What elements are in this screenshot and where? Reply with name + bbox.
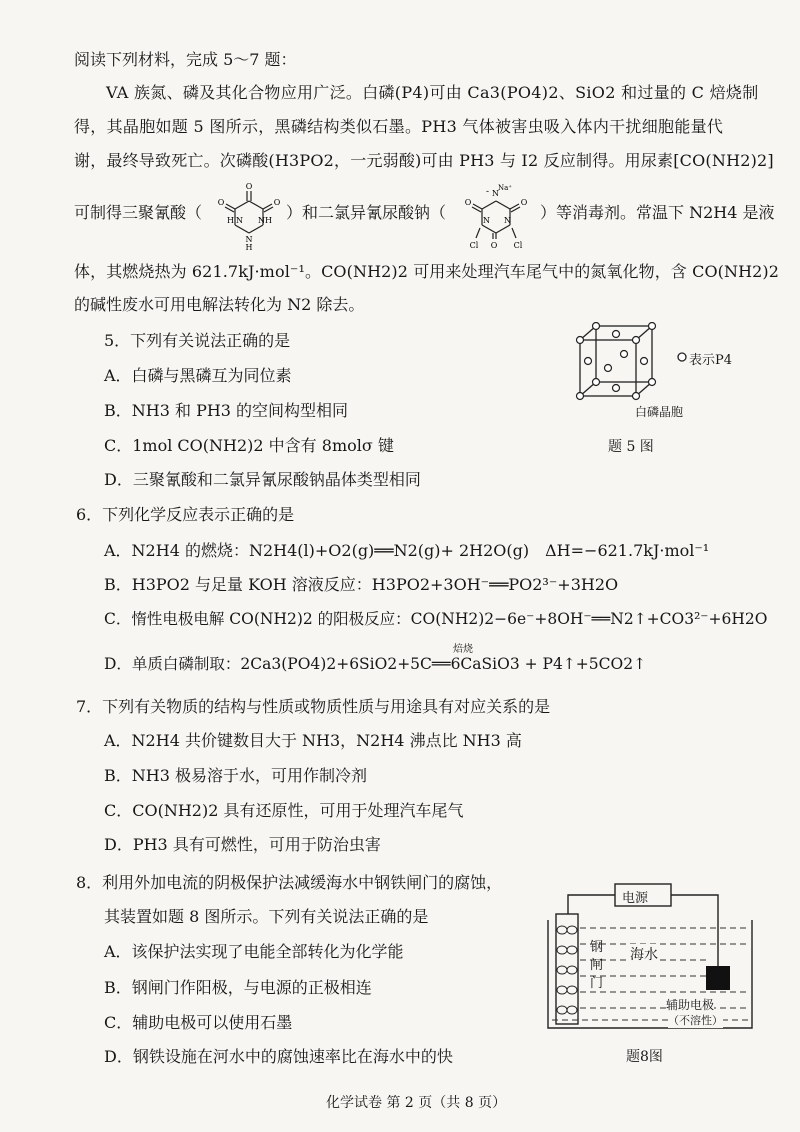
mol1-n-bottom: N: [245, 235, 253, 244]
q5-stem: 5．下列有关说法正确的是: [104, 331, 291, 350]
q8-stem-line-1: 8．利用外加电流的阴极保护法减缓海水中钢铁闸门的腐蚀，: [76, 873, 503, 892]
q6-option-d: D．单质白磷制取：2Ca3(PO4)2+6SiO2+5C══6CaSiO3 + P4↑+5CO2↑: [104, 655, 647, 673]
aux-electrode-label: 辅助电极: [666, 998, 715, 1012]
passage-line-6: 的碱性废水可用电解法转化为 N2 除去。: [74, 295, 365, 314]
q7-option-c: C．CO(NH2)2 具有还原性，可用于处理汽车尾气: [104, 801, 464, 820]
q6-option-b: B．H3PO2 与足量 KOH 溶液反应：H3PO2+3OH⁻══PO2³⁻+3H2O: [104, 575, 619, 594]
reading-header: 阅读下列材料，完成 5～7 题：: [74, 50, 297, 69]
q8-option-c: C．辅助电极可以使用石墨: [104, 1013, 293, 1032]
passage-line-3: 谢，最终导致死亡。次磷酸(H3PO2，一元弱酸)可由 PH3 与 I2 反应制得。用尿素[CO(NH2)2]: [74, 151, 774, 170]
mol2-na: Na⁺: [498, 184, 512, 192]
auxiliary-electrode: [706, 966, 730, 990]
mol2-n-right: N: [504, 216, 511, 225]
passage-line-4c: ）等消毒剂。常温下 N2H4 是液: [540, 203, 775, 222]
mol2-o-bottom: O: [490, 241, 498, 250]
q6-stem: 6．下列化学反应表示正确的是: [76, 505, 295, 524]
q8-option-d: D．钢铁设施在河水中的腐蚀速率比在海水中的快: [104, 1047, 453, 1066]
fig5-label: 白磷晶胞: [635, 405, 684, 419]
mol1-h-left: H: [227, 216, 234, 225]
q5-option-b: B．NH3 和 PH3 的空间构型相同: [104, 401, 349, 420]
q7-stem: 7．下列有关物质的结构与性质或物质性质与用途具有对应关系的是: [76, 697, 551, 716]
q5-option-a: A．白磷与黑磷互为同位素: [104, 366, 292, 385]
gate-label-2: 闸: [590, 958, 604, 973]
mol2-n-left: N: [483, 216, 490, 225]
passage-line-2: 得，其晶胞如题 5 图所示，黑磷结构类似石墨。PH3 气体被害虫吸入体内干扰细胞能量代: [74, 117, 724, 136]
mol1-o-left: O: [217, 198, 225, 207]
mol2-cl-right: Cl: [513, 241, 523, 250]
gate-label-3: 门: [590, 976, 604, 991]
white-phosphorus-unit-cell: [572, 322, 672, 402]
fig5-caption: 题 5 图: [608, 439, 654, 455]
fig8-caption: 题8图: [626, 1049, 663, 1065]
passage-line-4a: 可制得三聚氰酸（: [74, 203, 203, 222]
fig5-legend: 表示P4: [689, 353, 733, 368]
mol1-n-right: N: [258, 216, 265, 225]
aux-electrode-note: （不溶性）: [668, 1014, 723, 1027]
mol1-o-right: O: [273, 198, 281, 207]
mol2-minus: -: [486, 187, 490, 197]
p4-legend-marker: [676, 351, 688, 363]
q8-option-a: A．该保护法实现了电能全部转化为化学能: [104, 942, 404, 961]
mol2-o-left: O: [464, 198, 472, 207]
q8-stem-line-2: 其装置如题 8 图所示。下列有关说法正确的是: [104, 907, 429, 926]
q6-option-c: C．惰性电极电解 CO(NH2)2 的阳极反应：CO(NH2)2−6e⁻+8OH⁻══N2↑+CO3²⁻+6H2O: [104, 610, 768, 628]
mol2-n-top: N: [492, 189, 499, 198]
q7-option-d: D．PH3 具有可燃性，可用于防治虫害: [104, 835, 381, 854]
q8-option-b: B．钢闸门作阳极，与电源的正极相连: [104, 978, 372, 997]
q5-option-c: C．1mol CO(NH2)2 中含有 8molσ 键: [104, 436, 394, 455]
page-footer: 化学试卷 第 2 页（共 8 页）: [326, 1095, 507, 1111]
mol1-h-bottom: H: [245, 243, 253, 252]
mol1-h-right: H: [265, 216, 272, 225]
dichloroisocyanurate-structure: [452, 178, 540, 252]
gate-label-1: 钢: [590, 940, 604, 955]
power-label: 电源: [622, 891, 649, 906]
mol1-o-top: O: [245, 182, 253, 191]
mol2-o-right: O: [520, 198, 528, 207]
passage-line-5: 体，其燃烧热为 621.7kJ·mol⁻¹。CO(NH2)2 可用来处理汽车尾气中的氮氧化物，含 CO(NH2)2: [74, 262, 780, 281]
cyanuric-acid-structure: [214, 178, 284, 252]
q6-d-condition: 焙烧: [453, 644, 473, 655]
passage-line-4b: ）和二氯异氰尿酸钠（: [286, 203, 447, 222]
q5-option-d: D．三聚氰酸和二氯异氰尿酸钠晶体类型相同: [104, 470, 421, 489]
mol2-cl-left: Cl: [469, 241, 479, 250]
q7-option-a: A．N2H4 共价键数目大于 NH3，N2H4 沸点比 NH3 高: [104, 731, 522, 750]
passage-line-1: VA 族氮、磷及其化合物应用广泛。白磷(P4)可由 Ca3(PO4)2、SiO2 和过量的 C 焙烧制: [106, 83, 759, 102]
seawater-label: 海水: [630, 944, 658, 964]
q7-option-b: B．NH3 极易溶于水，可用作制冷剂: [104, 766, 367, 785]
q6-option-a: A．N2H4 的燃烧：N2H4(l)+O2(g)══N2(g)+ 2H2O(g) ΔH=−621.7kJ·mol⁻¹: [104, 541, 710, 560]
mol1-n-left: N: [236, 216, 243, 225]
